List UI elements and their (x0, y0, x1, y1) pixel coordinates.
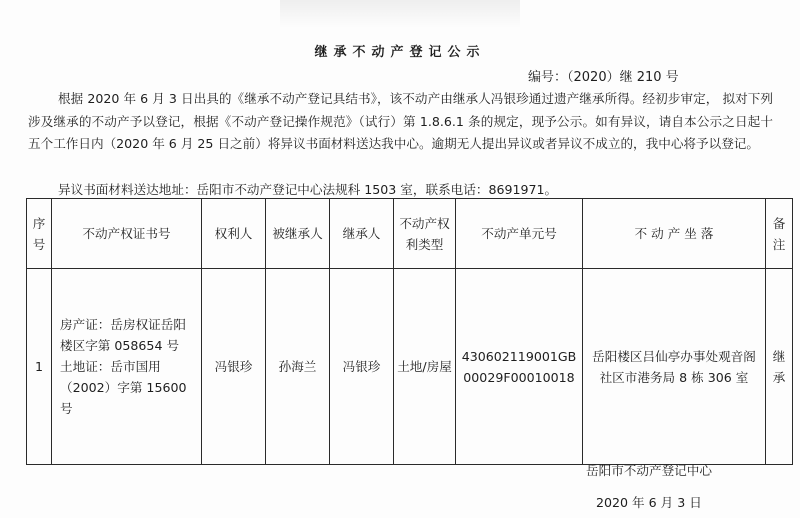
table-header-row (27, 199, 793, 269)
header-unit-no: 不动产单元号 (456, 199, 583, 269)
header-cert: 不动产权证书号 (52, 199, 202, 269)
notice-body-paragraph: 根据 2020 年 6 月 3 日出具的《继承不动产登记具结书》，该不动产由继承人冯银珍通过遗产继承所得。经初步审定， 拟对下列涉及继承的不动产予以登记，根据《不动产登记操作规范》（试行）第 1.8.6.1 条的规定，现予公示。如有异议，请自本公示之日起十五个工作日内（2020 年 6 月 25 日之前）将异议书面材料送达我中心。逾期无人提出异议或者异议不成立的，我中心将予以登记。 (28, 91, 773, 152)
document-number: 编号：（2020）继 210 号 (528, 70, 679, 85)
header-remark: 备注 (766, 199, 793, 269)
cell-unit-no: 430602119001GB00029F00010018 (456, 269, 583, 465)
inheritance-register-table (26, 198, 793, 465)
cell-decedent: 孙海兰 (266, 269, 330, 465)
cell-cert (52, 269, 202, 465)
cell-heir: 冯银珍 (330, 269, 394, 465)
header-decedent: 被继承人 (266, 199, 330, 269)
cell-owner: 冯银珍 (202, 269, 266, 465)
scan-smudge (280, 0, 520, 28)
cell-remark: 继承 (766, 269, 793, 465)
header-heir: 继承人 (330, 199, 394, 269)
cert-land: 土地证：岳市国用（2002）字第 15600 号 (60, 359, 187, 416)
objection-address: 异议书面材料送达地址：岳阳市不动产登记中心法规科 1503 室，联系电话：8691971。 (58, 182, 558, 197)
issue-date: 2020 年 6 月 3 日 (596, 495, 702, 510)
table-row (27, 269, 793, 465)
cert-house: 房产证：岳房权证岳阳楼区字第 058654 号 (60, 317, 186, 353)
header-location: 不 动 产 坐 落 (583, 199, 766, 269)
notice-title: 继承不动产登记公示 (314, 45, 486, 60)
header-right-type: 不动产权利类型 (394, 199, 456, 269)
issuing-organization: 岳阳市不动产登记中心 (586, 463, 712, 478)
cell-right-type: 土地/房屋 (394, 269, 456, 465)
cell-location: 岳阳楼区吕仙亭办事处观音阁社区市港务局 8 栋 306 室 (583, 269, 766, 465)
header-seq: 序号 (27, 199, 52, 269)
cell-seq: 1 (27, 269, 52, 465)
header-owner: 权利人 (202, 199, 266, 269)
